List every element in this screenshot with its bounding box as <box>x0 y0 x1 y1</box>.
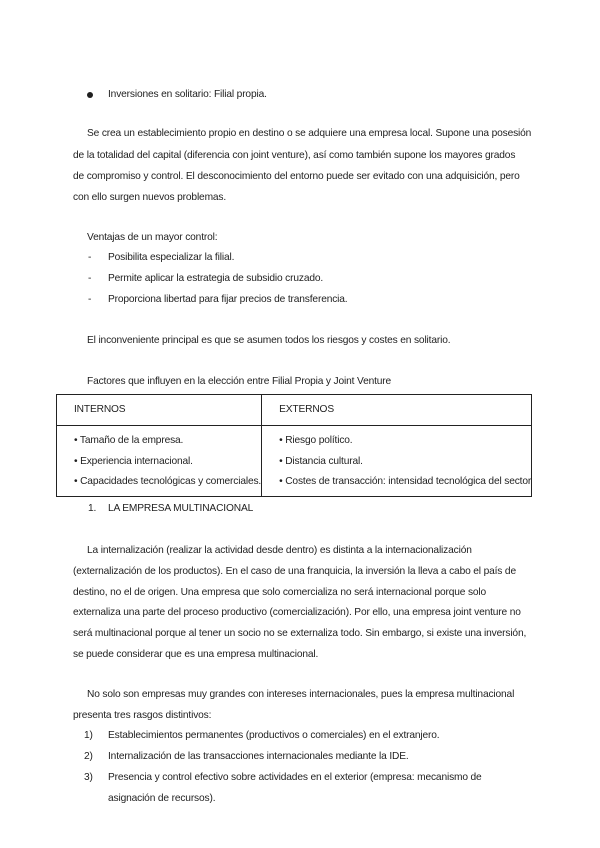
advantage-item-2: Permite aplicar la estrategia de subsidio cruzado. <box>108 273 324 284</box>
para2-line-4: externaliza una parte del proceso productivo (comercialización). Por ello, una empresa joint venture no <box>73 607 521 618</box>
para2-line-2: (externalización de los productos). En el caso de una franquicia, la inversión la lleva a cabo el país de <box>73 566 516 577</box>
advantage-item-3: Proporciona libertad para fijar precios de transferencia. <box>108 294 348 305</box>
trait-number: 2) <box>84 751 93 762</box>
para3-line-1: No solo son empresas muy grandes con intereses internacionales, pues la empresa multinacional <box>87 689 515 700</box>
factors-table <box>56 394 532 497</box>
intro-line-1: Se crea un establecimiento propio en destino o se adquiere una empresa local. Supone una posesión <box>87 128 532 139</box>
table-row <box>57 426 532 497</box>
para2-line-3: destino, no el de origen. Una empresa que solo comercializa no será internacional porque solo <box>73 587 487 598</box>
trait-number: 1) <box>84 730 93 741</box>
section-title: LA EMPRESA MULTINACIONAL <box>108 503 254 514</box>
para3-line-2: presenta tres rasgos distintivos: <box>73 710 212 721</box>
advantages-heading: Ventajas de un mayor control: <box>87 232 218 243</box>
section-heading-filial: Inversiones en solitario: Filial propia. <box>108 89 267 100</box>
external-factor-1: • Riesgo político. <box>279 435 353 446</box>
section-number: 1. <box>88 503 97 514</box>
external-factor-3: • Costes de transacción: intensidad tecnológica del sector <box>279 476 532 487</box>
advantage-item-1: Posibilita especializar la filial. <box>108 252 235 263</box>
internal-factors-cell <box>57 426 262 497</box>
trait-item-3-line-1: Presencia y control efectivo sobre actividades en el exterior (empresa: mecanismo de <box>108 772 482 783</box>
header-internal: INTERNOS <box>57 395 262 426</box>
list-dash: - <box>88 294 92 305</box>
para2-line-1: La internalización (realizar la actividad desde dentro) es distinta a la internacionalización <box>87 545 472 556</box>
bullet-dot-icon <box>87 92 93 98</box>
para2-line-6: se puede considerar que es una empresa multinacional. <box>73 649 319 660</box>
intro-line-4: con ello surgen nuevos problemas. <box>73 192 227 203</box>
drawback-text: El inconveniente principal es que se asumen todos los riesgos y costes en solitario. <box>87 335 451 346</box>
header-external: EXTERNOS <box>262 395 532 426</box>
external-factors-cell <box>262 426 532 497</box>
list-dash: - <box>88 252 92 263</box>
list-dash: - <box>88 273 92 284</box>
trait-item-1: Establecimientos permanentes (productivos o comerciales) en el extranjero. <box>108 730 440 741</box>
intro-line-2: de la totalidad del capital (diferencia con joint venture), así como también supone los mayores grados <box>73 150 516 161</box>
intro-line-3: de compromiso y control. El desconocimiento del entorno puede ser evitado con una adquisición, pero <box>73 171 520 182</box>
external-factor-2: • Distancia cultural. <box>279 455 363 467</box>
factors-caption: Factores que influyen en la elección entre Filial Propia y Joint Venture <box>87 376 392 387</box>
internal-factor-2: • Experiencia internacional. <box>74 455 193 467</box>
internal-factor-1: • Tamaño de la empresa. <box>74 435 184 446</box>
trait-item-3-line-2: asignación de recursos). <box>108 793 216 804</box>
table-header-row <box>57 395 532 426</box>
trait-number: 3) <box>84 772 93 783</box>
internal-factor-3: • Capacidades tecnológicas y comerciales. <box>74 476 262 487</box>
para2-line-5: será multinacional porque al tener un socio no se externaliza todo. Sin embargo, si existe una inversión, <box>73 628 527 639</box>
trait-item-2: Internalización de las transacciones internacionales mediante la IDE. <box>108 751 409 762</box>
